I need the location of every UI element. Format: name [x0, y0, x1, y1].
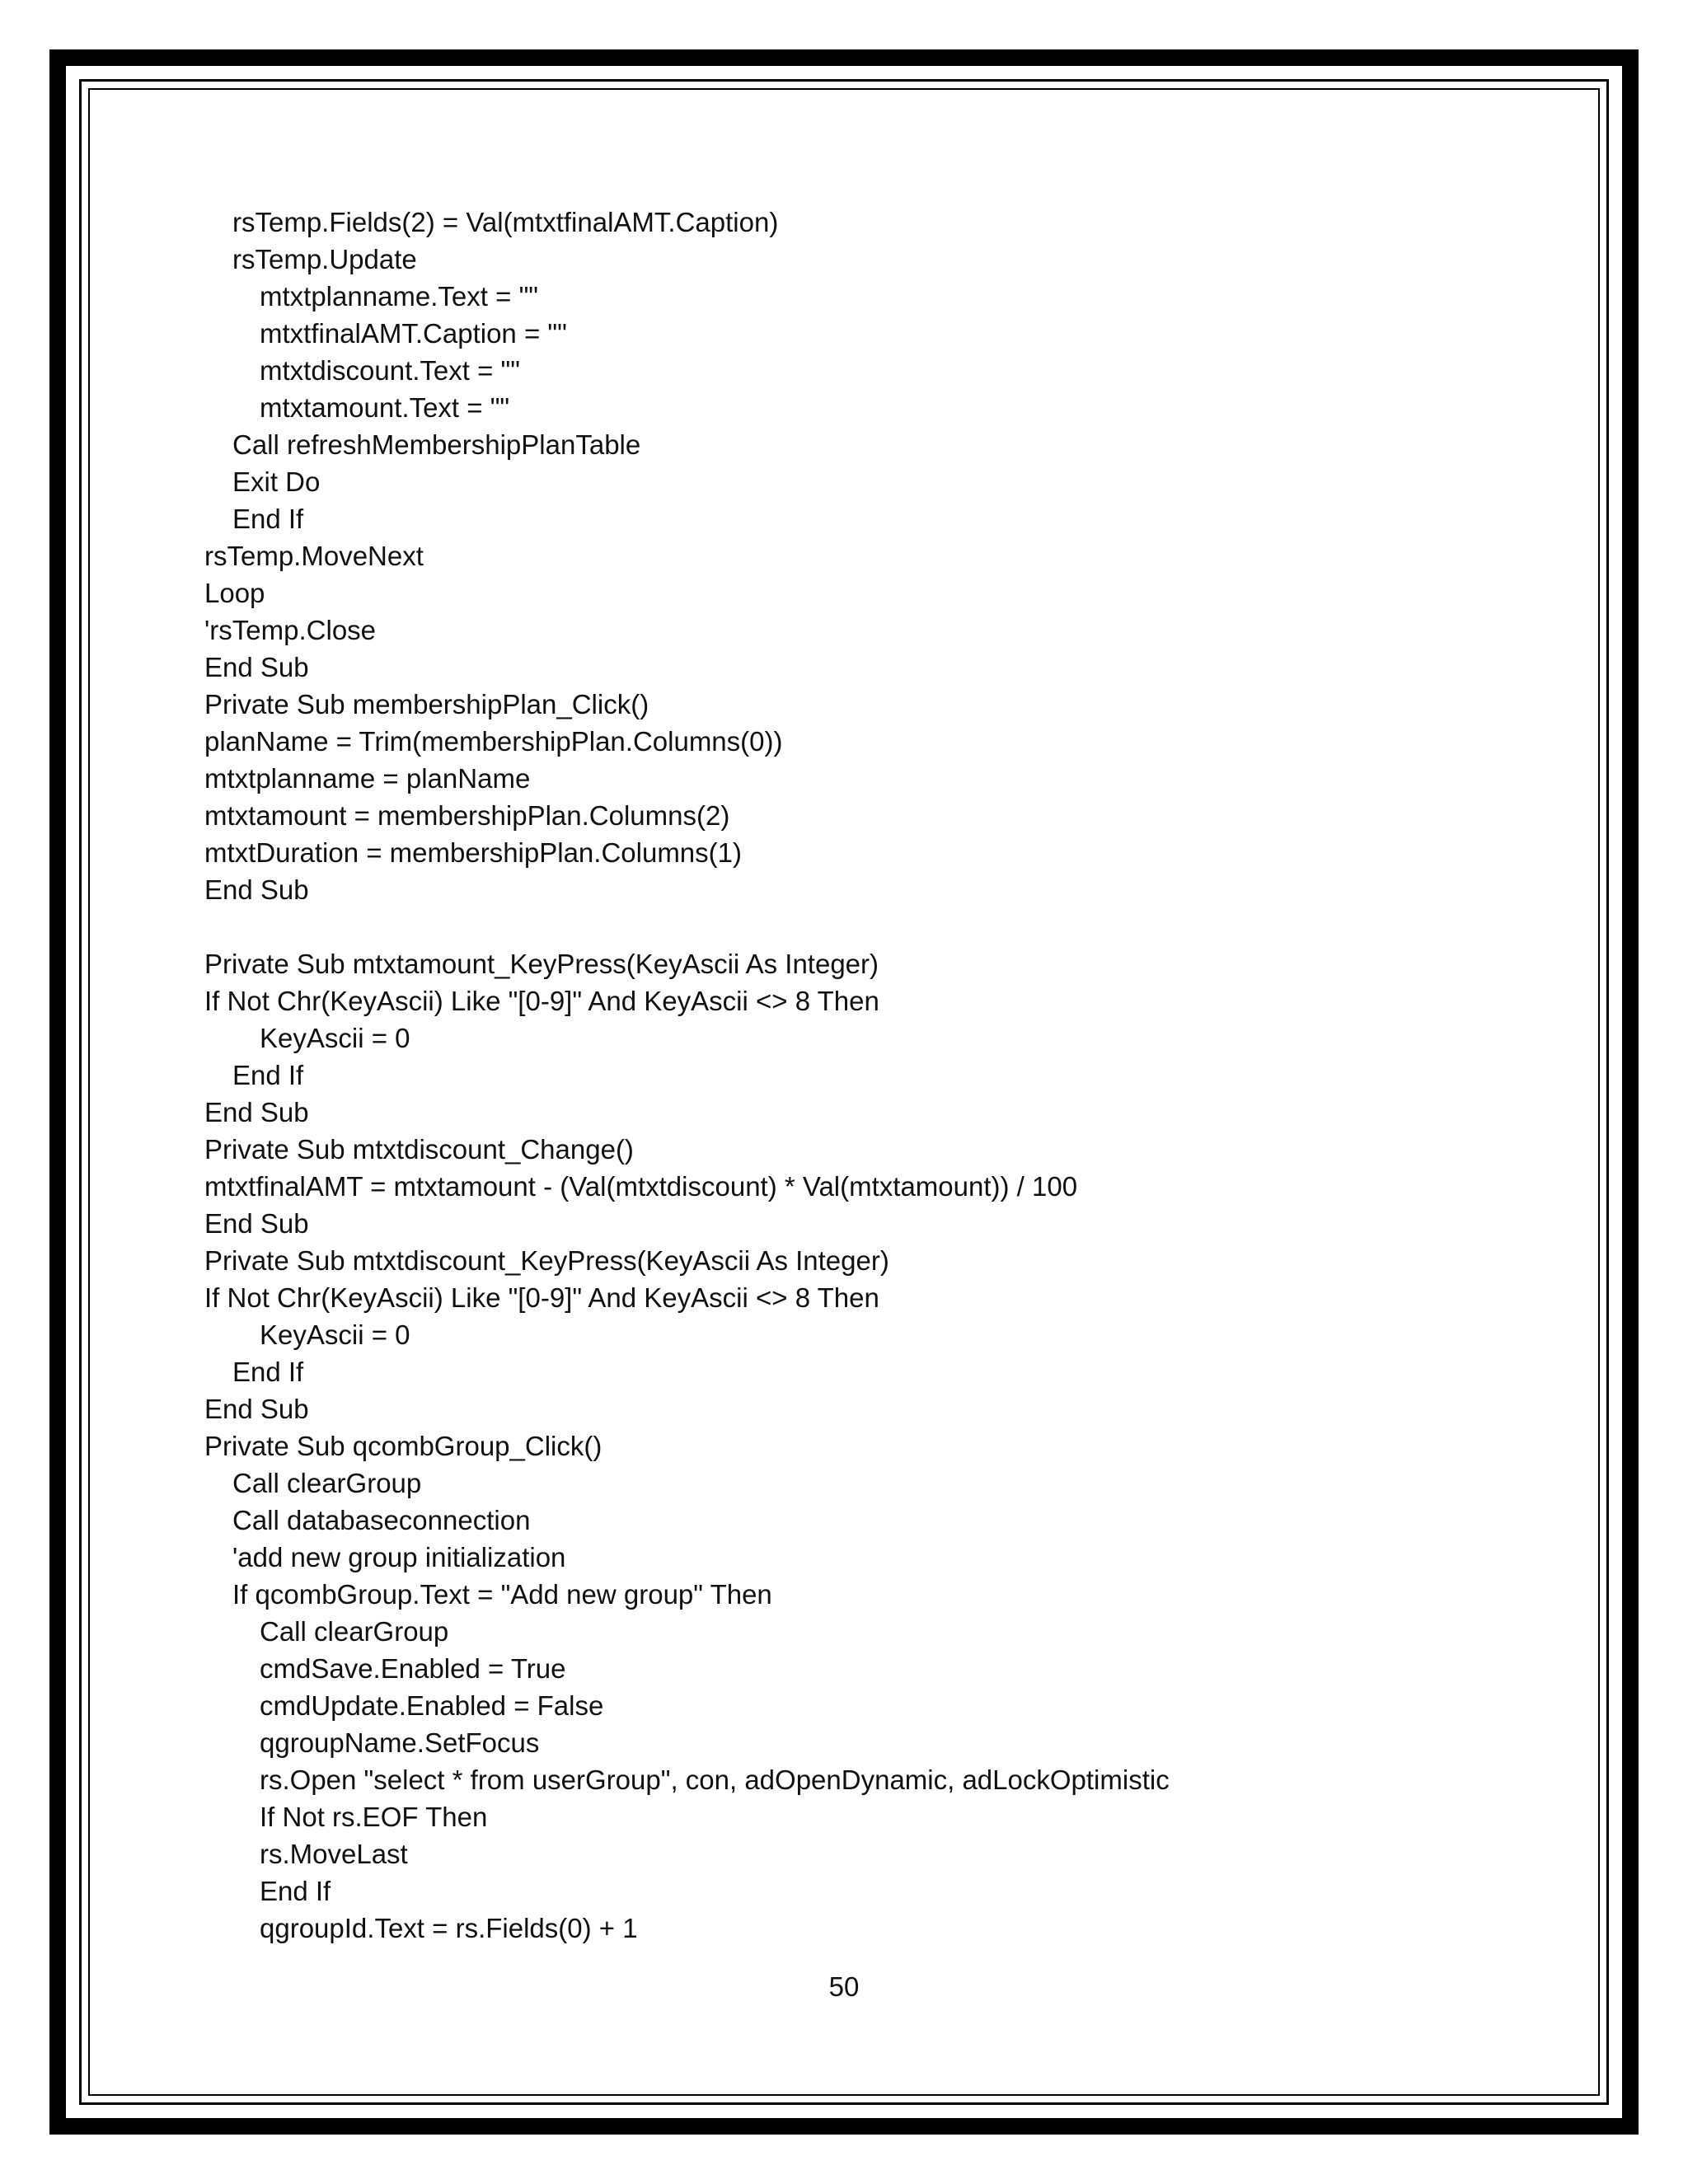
code-line: KeyAscii = 0 [260, 1319, 410, 1350]
code-line: If Not Chr(KeyAscii) Like "[0-9]" And KeyAscii <> 8 Then [204, 986, 879, 1016]
code-line: End Sub [204, 874, 309, 905]
code-line: mtxtdiscount.Text = "" [260, 355, 520, 386]
code-line: rsTemp.Update [232, 244, 417, 274]
code-line: Loop [204, 578, 265, 608]
code-line: End Sub [204, 1208, 309, 1239]
code-line: End Sub [204, 1097, 309, 1127]
page-number: 50 [828, 1971, 860, 2002]
code-line: KeyAscii = 0 [260, 1023, 410, 1053]
code-line: End Sub [204, 652, 309, 682]
code-line: Call clearGroup [260, 1616, 449, 1647]
code-line: End If [232, 504, 304, 534]
code-line: Call clearGroup [232, 1468, 422, 1498]
code-line: cmdSave.Enabled = True [260, 1653, 566, 1684]
code-line: Private Sub mtxtdiscount_KeyPress(KeyAscii As Integer) [204, 1245, 889, 1276]
code-line: Private Sub qcombGroup_Click() [204, 1431, 603, 1461]
code-line: Private Sub mtxtamount_KeyPress(KeyAscii As Integer) [204, 949, 879, 979]
code-line: qgroupId.Text = rs.Fields(0) + 1 [260, 1913, 638, 1943]
code-line: If Not Chr(KeyAscii) Like "[0-9]" And KeyAscii <> 8 Then [204, 1282, 879, 1313]
code-line: Call refreshMembershipPlanTable [232, 429, 641, 460]
code-line: mtxtDuration = membershipPlan.Columns(1) [204, 837, 742, 868]
code-line: Private Sub mtxtdiscount_Change() [204, 1134, 634, 1165]
code-line: Private Sub membershipPlan_Click() [204, 689, 649, 719]
code-line: End If [260, 1876, 331, 1906]
code-line [0, 908, 1688, 945]
code-line: mtxtfinalAMT = mtxtamount - (Val(mtxtdiscount) * Val(mtxtamount)) / 100 [204, 1171, 1078, 1202]
code-listing [0, 204, 1688, 1947]
code-line: End Sub [204, 1394, 309, 1424]
code-line: mtxtplanname.Text = "" [260, 281, 538, 312]
code-line: mtxtplanname = planName [204, 763, 531, 794]
code-line: End If [232, 1060, 304, 1090]
code-line: rs.Open "select * from userGroup", con, adOpenDynamic, adLockOptimistic [260, 1765, 1170, 1795]
code-line: qgroupName.SetFocus [260, 1727, 540, 1758]
code-line: If qcombGroup.Text = "Add new group" Then [232, 1579, 772, 1610]
code-line: Exit Do [232, 466, 321, 497]
code-line: cmdUpdate.Enabled = False [260, 1690, 604, 1721]
code-line: 'add new group initialization [232, 1542, 566, 1572]
code-line: mtxtfinalAMT.Caption = "" [260, 318, 567, 349]
code-line: If Not rs.EOF Then [260, 1802, 488, 1832]
code-line: rs.MoveLast [260, 1839, 408, 1869]
code-line: rsTemp.MoveNext [204, 541, 424, 571]
code-line: mtxtamount = membershipPlan.Columns(2) [204, 800, 730, 831]
code-line: End If [232, 1357, 304, 1387]
code-line: rsTemp.Fields(2) = Val(mtxtfinalAMT.Caption) [232, 207, 779, 237]
code-line: Call databaseconnection [232, 1505, 531, 1535]
code-line: planName = Trim(membershipPlan.Columns(0)) [204, 726, 783, 757]
code-line: 'rsTemp.Close [204, 615, 377, 645]
code-line: mtxtamount.Text = "" [260, 392, 510, 423]
